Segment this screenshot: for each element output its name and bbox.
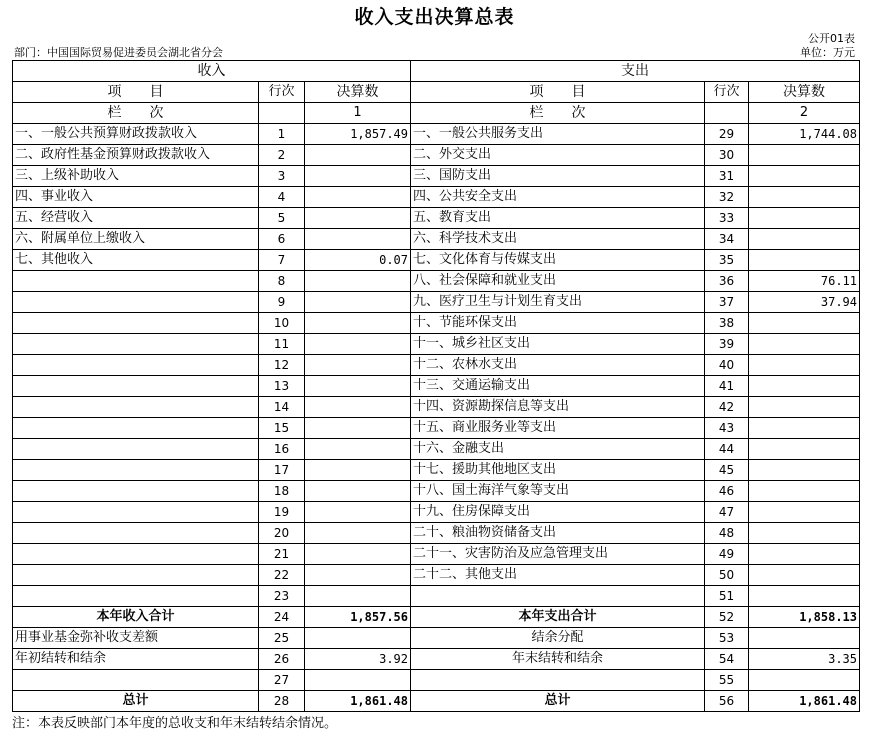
income-item-name [13, 376, 259, 397]
table-row [13, 166, 860, 187]
expense-line-number: 45 [705, 460, 749, 481]
section-header-row [13, 61, 860, 82]
expense-item-name: 十九、住房保障支出 [411, 502, 705, 523]
income-amount: 1,857.56 [305, 607, 411, 628]
income-item-name: 五、经营收入 [13, 208, 259, 229]
income-amount [305, 565, 411, 586]
income-item-name [13, 355, 259, 376]
income-amount [305, 397, 411, 418]
income-amount [305, 502, 411, 523]
income-amount: 1,861.48 [305, 691, 411, 712]
expense-amount [749, 460, 860, 481]
expense-item-name: 十七、援助其他地区支出 [411, 460, 705, 481]
expense-amount [749, 187, 860, 208]
income-line-number: 27 [259, 670, 305, 691]
expense-amount [749, 208, 860, 229]
income-item-name: 七、其他收入 [13, 250, 259, 271]
income-column-label: 栏 次 [13, 103, 259, 124]
column-number-row [13, 103, 860, 124]
table-row [13, 397, 860, 418]
expense-item-name [411, 670, 705, 691]
expense-line-number: 42 [705, 397, 749, 418]
table-row [13, 418, 860, 439]
income-amount [305, 523, 411, 544]
income-amount [305, 145, 411, 166]
expense-line-number: 43 [705, 418, 749, 439]
income-item-name: 一、一般公共预算财政拨款收入 [13, 124, 259, 145]
income-line-number: 23 [259, 586, 305, 607]
income-line-number: 12 [259, 355, 305, 376]
table-row [13, 208, 860, 229]
income-line-number: 24 [259, 607, 305, 628]
income-amount [305, 313, 411, 334]
income-item-name [13, 481, 259, 502]
income-item-name [13, 334, 259, 355]
income-line-number: 18 [259, 481, 305, 502]
income-line-number: 1 [259, 124, 305, 145]
form-number: 公开01表 [808, 32, 855, 45]
expense-line-number: 48 [705, 523, 749, 544]
table-row [13, 439, 860, 460]
income-item-name [13, 460, 259, 481]
table-row [13, 187, 860, 208]
expense-amount [749, 502, 860, 523]
income-amount [305, 187, 411, 208]
income-item-header: 项 目 [13, 82, 259, 103]
expense-item-name: 十三、交通运输支出 [411, 376, 705, 397]
income-amount: 1,857.49 [305, 124, 411, 145]
income-item-name [13, 586, 259, 607]
table-row [13, 649, 860, 670]
expense-amount [749, 334, 860, 355]
year-total-row [13, 607, 860, 628]
expense-line-number: 40 [705, 355, 749, 376]
expense-line-number: 39 [705, 334, 749, 355]
table-row [13, 292, 860, 313]
expense-line-number: 56 [705, 691, 749, 712]
grand-total-row [13, 691, 860, 712]
income-amount [305, 544, 411, 565]
income-amount-header: 决算数 [305, 82, 411, 103]
expense-item-name: 二十一、灾害防治及应急管理支出 [411, 544, 705, 565]
expense-line-number: 31 [705, 166, 749, 187]
expense-section-header: 支出 [411, 61, 860, 82]
table-row [13, 271, 860, 292]
income-item-name [13, 397, 259, 418]
expense-line-number: 41 [705, 376, 749, 397]
income-amount [305, 460, 411, 481]
expense-item-name: 六、科学技术支出 [411, 229, 705, 250]
income-line-number: 4 [259, 187, 305, 208]
table-row [13, 544, 860, 565]
income-line-number: 19 [259, 502, 305, 523]
expense-item-name: 本年支出合计 [411, 607, 705, 628]
table-row [13, 628, 860, 649]
expense-amount: 37.94 [749, 292, 860, 313]
department-label: 部门：中国国际贸易促进委员会湖北省分会 [14, 46, 223, 59]
expense-line-number: 35 [705, 250, 749, 271]
column-header-row [13, 82, 860, 103]
income-amount [305, 208, 411, 229]
income-line-number: 14 [259, 397, 305, 418]
income-item-name: 总计 [13, 691, 259, 712]
income-amount [305, 586, 411, 607]
expense-amount [749, 313, 860, 334]
expense-amount: 1,744.08 [749, 124, 860, 145]
expense-amount [749, 418, 860, 439]
expense-column-number: 2 [749, 103, 860, 124]
expense-amount [749, 229, 860, 250]
income-item-name: 六、附属单位上缴收入 [13, 229, 259, 250]
expense-line-number: 47 [705, 502, 749, 523]
expense-amount-header: 决算数 [749, 82, 860, 103]
expense-amount: 1,861.48 [749, 691, 860, 712]
expense-item-name: 二十、粮油物资储备支出 [411, 523, 705, 544]
expense-line-number: 38 [705, 313, 749, 334]
income-line-number: 8 [259, 271, 305, 292]
income-line-number: 3 [259, 166, 305, 187]
income-item-name [13, 418, 259, 439]
expense-item-name: 二、外交支出 [411, 145, 705, 166]
income-item-name: 四、事业收入 [13, 187, 259, 208]
expense-item-name: 十五、商业服务业等支出 [411, 418, 705, 439]
table-row [13, 355, 860, 376]
income-amount: 3.92 [305, 649, 411, 670]
expense-column-label: 栏 次 [411, 103, 705, 124]
income-amount [305, 628, 411, 649]
expense-item-name: 八、社会保障和就业支出 [411, 271, 705, 292]
income-item-name: 本年收入合计 [13, 607, 259, 628]
income-amount [305, 229, 411, 250]
income-amount [305, 292, 411, 313]
expense-amount [749, 145, 860, 166]
income-item-name [13, 565, 259, 586]
income-amount [305, 481, 411, 502]
expense-amount [749, 628, 860, 649]
expense-item-name: 十六、金融支出 [411, 439, 705, 460]
expense-amount [749, 670, 860, 691]
income-line-number: 13 [259, 376, 305, 397]
income-item-name: 三、上级补助收入 [13, 166, 259, 187]
expense-amount [749, 523, 860, 544]
income-line-number: 5 [259, 208, 305, 229]
table-row [13, 502, 860, 523]
expense-line-number: 49 [705, 544, 749, 565]
income-item-name [13, 292, 259, 313]
expense-amount [749, 544, 860, 565]
table-row [13, 334, 860, 355]
expense-line-number: 37 [705, 292, 749, 313]
expense-item-name: 结余分配 [411, 628, 705, 649]
income-amount [305, 355, 411, 376]
expense-item-name [411, 586, 705, 607]
income-column-blank [259, 103, 305, 124]
income-item-name [13, 271, 259, 292]
income-line-number: 7 [259, 250, 305, 271]
expense-line-number: 46 [705, 481, 749, 502]
expense-line-number: 55 [705, 670, 749, 691]
expense-line-number: 52 [705, 607, 749, 628]
expense-item-name: 十四、资源勘探信息等支出 [411, 397, 705, 418]
expense-item-name: 十二、农林水支出 [411, 355, 705, 376]
income-line-number: 28 [259, 691, 305, 712]
table-row [13, 376, 860, 397]
expense-line-number: 36 [705, 271, 749, 292]
income-line-header: 行次 [259, 82, 305, 103]
income-item-name [13, 439, 259, 460]
income-amount [305, 439, 411, 460]
table-row [13, 586, 860, 607]
income-item-name [13, 502, 259, 523]
table-row [13, 670, 860, 691]
expense-line-number: 34 [705, 229, 749, 250]
expense-line-number: 53 [705, 628, 749, 649]
expense-line-number: 54 [705, 649, 749, 670]
income-line-number: 22 [259, 565, 305, 586]
expense-line-header: 行次 [705, 82, 749, 103]
expense-amount: 76.11 [749, 271, 860, 292]
expense-item-name: 三、国防支出 [411, 166, 705, 187]
expense-item-name: 一、一般公共服务支出 [411, 124, 705, 145]
expense-amount [749, 439, 860, 460]
expense-item-header: 项 目 [411, 82, 705, 103]
income-line-number: 10 [259, 313, 305, 334]
income-line-number: 20 [259, 523, 305, 544]
expense-item-name: 七、文化体育与传媒支出 [411, 250, 705, 271]
income-item-name: 二、政府性基金预算财政拨款收入 [13, 145, 259, 166]
expense-item-name: 九、医疗卫生与计划生育支出 [411, 292, 705, 313]
income-line-number: 15 [259, 418, 305, 439]
income-line-number: 17 [259, 460, 305, 481]
expense-item-name: 五、教育支出 [411, 208, 705, 229]
table-row [13, 313, 860, 334]
expense-line-number: 44 [705, 439, 749, 460]
income-line-number: 11 [259, 334, 305, 355]
table-row [13, 229, 860, 250]
income-amount: 0.07 [305, 250, 411, 271]
table-row [13, 124, 860, 145]
income-line-number: 26 [259, 649, 305, 670]
income-amount [305, 670, 411, 691]
expense-item-name: 十、节能环保支出 [411, 313, 705, 334]
income-line-number: 2 [259, 145, 305, 166]
expense-line-number: 32 [705, 187, 749, 208]
income-amount [305, 376, 411, 397]
table-row [13, 523, 860, 544]
income-item-name [13, 313, 259, 334]
income-item-name: 用事业基金弥补收支差额 [13, 628, 259, 649]
expense-item-name: 年末结转和结余 [411, 649, 705, 670]
income-amount [305, 271, 411, 292]
expense-amount [749, 397, 860, 418]
income-amount [305, 166, 411, 187]
income-line-number: 21 [259, 544, 305, 565]
expense-amount [749, 565, 860, 586]
income-section-header: 收入 [13, 61, 411, 82]
expense-amount [749, 166, 860, 187]
expense-item-name: 二十二、其他支出 [411, 565, 705, 586]
expense-item-name: 十八、国土海洋气象等支出 [411, 481, 705, 502]
report-title: 收入支出决算总表 [354, 6, 515, 28]
table-row [13, 460, 860, 481]
expense-amount [749, 586, 860, 607]
expense-item-name: 总计 [411, 691, 705, 712]
income-item-name: 年初结转和结余 [13, 649, 259, 670]
income-line-number: 25 [259, 628, 305, 649]
table-row [13, 145, 860, 166]
income-line-number: 6 [259, 229, 305, 250]
income-expense-table [12, 60, 860, 712]
table-row [13, 250, 860, 271]
footnote: 注：本表反映部门本年度的总收支和年末结转结余情况。 [12, 716, 338, 731]
expense-item-name: 四、公共安全支出 [411, 187, 705, 208]
income-line-number: 16 [259, 439, 305, 460]
expense-amount [749, 376, 860, 397]
income-item-name [13, 523, 259, 544]
income-line-number: 9 [259, 292, 305, 313]
income-item-name [13, 670, 259, 691]
expense-line-number: 33 [705, 208, 749, 229]
expense-amount: 3.35 [749, 649, 860, 670]
expense-line-number: 51 [705, 586, 749, 607]
expense-column-blank [705, 103, 749, 124]
expense-line-number: 30 [705, 145, 749, 166]
expense-amount [749, 250, 860, 271]
income-column-number: 1 [305, 103, 411, 124]
unit-label: 单位：万元 [800, 46, 855, 59]
expense-amount: 1,858.13 [749, 607, 860, 628]
expense-item-name: 十一、城乡社区支出 [411, 334, 705, 355]
expense-amount [749, 481, 860, 502]
expense-line-number: 29 [705, 124, 749, 145]
income-amount [305, 334, 411, 355]
expense-line-number: 50 [705, 565, 749, 586]
income-amount [305, 418, 411, 439]
table-row [13, 565, 860, 586]
expense-amount [749, 355, 860, 376]
table-row [13, 481, 860, 502]
income-item-name [13, 544, 259, 565]
